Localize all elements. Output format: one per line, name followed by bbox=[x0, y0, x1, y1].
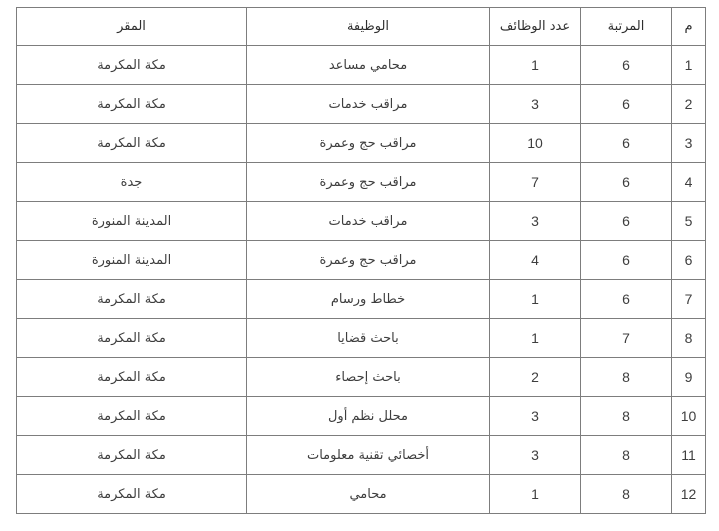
cell-job-title: باحث قضايا bbox=[247, 319, 490, 358]
table-header bbox=[17, 8, 706, 46]
cell-rank: 8 bbox=[581, 475, 672, 514]
table-row bbox=[17, 475, 706, 514]
cell-job-count: 3 bbox=[490, 397, 581, 436]
cell-job-title: محلل نظم أول bbox=[247, 397, 490, 436]
cell-index: 11 bbox=[672, 436, 706, 475]
cell-job-title: مراقب حج وعمرة bbox=[247, 163, 490, 202]
cell-rank: 8 bbox=[581, 436, 672, 475]
cell-rank: 6 bbox=[581, 124, 672, 163]
cell-location: مكة المكرمة bbox=[17, 280, 247, 319]
table-row bbox=[17, 241, 706, 280]
cell-index: 4 bbox=[672, 163, 706, 202]
table-row bbox=[17, 163, 706, 202]
cell-location: المدينة المنورة bbox=[17, 241, 247, 280]
jobs-table bbox=[16, 7, 706, 514]
cell-job-count: 10 bbox=[490, 124, 581, 163]
cell-index: 6 bbox=[672, 241, 706, 280]
cell-location: مكة المكرمة bbox=[17, 46, 247, 85]
cell-index: 7 bbox=[672, 280, 706, 319]
jobs-table-container bbox=[16, 7, 705, 514]
cell-job-count: 1 bbox=[490, 475, 581, 514]
cell-location: مكة المكرمة bbox=[17, 436, 247, 475]
table-row bbox=[17, 319, 706, 358]
cell-job-title: مراقب خدمات bbox=[247, 85, 490, 124]
table-row bbox=[17, 358, 706, 397]
header-job-count: عدد الوظائف bbox=[490, 8, 581, 46]
cell-rank: 6 bbox=[581, 163, 672, 202]
cell-job-count: 1 bbox=[490, 280, 581, 319]
cell-rank: 6 bbox=[581, 202, 672, 241]
header-location: المقر bbox=[17, 8, 247, 46]
cell-job-title: أخصائي تقنية معلومات bbox=[247, 436, 490, 475]
table-row bbox=[17, 46, 706, 85]
cell-rank: 8 bbox=[581, 397, 672, 436]
cell-index: 5 bbox=[672, 202, 706, 241]
cell-job-title: خطاط ورسام bbox=[247, 280, 490, 319]
cell-job-count: 1 bbox=[490, 46, 581, 85]
cell-job-title: مراقب حج وعمرة bbox=[247, 241, 490, 280]
cell-rank: 6 bbox=[581, 280, 672, 319]
cell-location: مكة المكرمة bbox=[17, 85, 247, 124]
cell-rank: 6 bbox=[581, 46, 672, 85]
cell-index: 2 bbox=[672, 85, 706, 124]
table-body bbox=[17, 46, 706, 514]
cell-index: 3 bbox=[672, 124, 706, 163]
cell-index: 9 bbox=[672, 358, 706, 397]
header-row bbox=[17, 8, 706, 46]
cell-index: 10 bbox=[672, 397, 706, 436]
cell-location: مكة المكرمة bbox=[17, 124, 247, 163]
header-job-title: الوظيفة bbox=[247, 8, 490, 46]
cell-location: المدينة المنورة bbox=[17, 202, 247, 241]
cell-job-count: 7 bbox=[490, 163, 581, 202]
header-index: م bbox=[672, 8, 706, 46]
table-row bbox=[17, 202, 706, 241]
cell-location: مكة المكرمة bbox=[17, 319, 247, 358]
table-row bbox=[17, 280, 706, 319]
cell-rank: 8 bbox=[581, 358, 672, 397]
cell-index: 8 bbox=[672, 319, 706, 358]
cell-job-title: محامي bbox=[247, 475, 490, 514]
cell-location: مكة المكرمة bbox=[17, 358, 247, 397]
cell-job-count: 4 bbox=[490, 241, 581, 280]
table-row bbox=[17, 436, 706, 475]
table-row bbox=[17, 124, 706, 163]
cell-job-title: مراقب خدمات bbox=[247, 202, 490, 241]
cell-index: 12 bbox=[672, 475, 706, 514]
header-rank: المرتبة bbox=[581, 8, 672, 46]
cell-job-title: محامي مساعد bbox=[247, 46, 490, 85]
cell-job-count: 3 bbox=[490, 436, 581, 475]
cell-job-count: 3 bbox=[490, 85, 581, 124]
cell-index: 1 bbox=[672, 46, 706, 85]
cell-job-count: 1 bbox=[490, 319, 581, 358]
cell-rank: 7 bbox=[581, 319, 672, 358]
cell-location: مكة المكرمة bbox=[17, 397, 247, 436]
cell-job-count: 2 bbox=[490, 358, 581, 397]
cell-rank: 6 bbox=[581, 241, 672, 280]
table-row bbox=[17, 397, 706, 436]
cell-rank: 6 bbox=[581, 85, 672, 124]
cell-location: مكة المكرمة bbox=[17, 475, 247, 514]
table-row bbox=[17, 85, 706, 124]
cell-job-count: 3 bbox=[490, 202, 581, 241]
cell-job-title: مراقب حج وعمرة bbox=[247, 124, 490, 163]
cell-location: جدة bbox=[17, 163, 247, 202]
cell-job-title: باحث إحصاء bbox=[247, 358, 490, 397]
